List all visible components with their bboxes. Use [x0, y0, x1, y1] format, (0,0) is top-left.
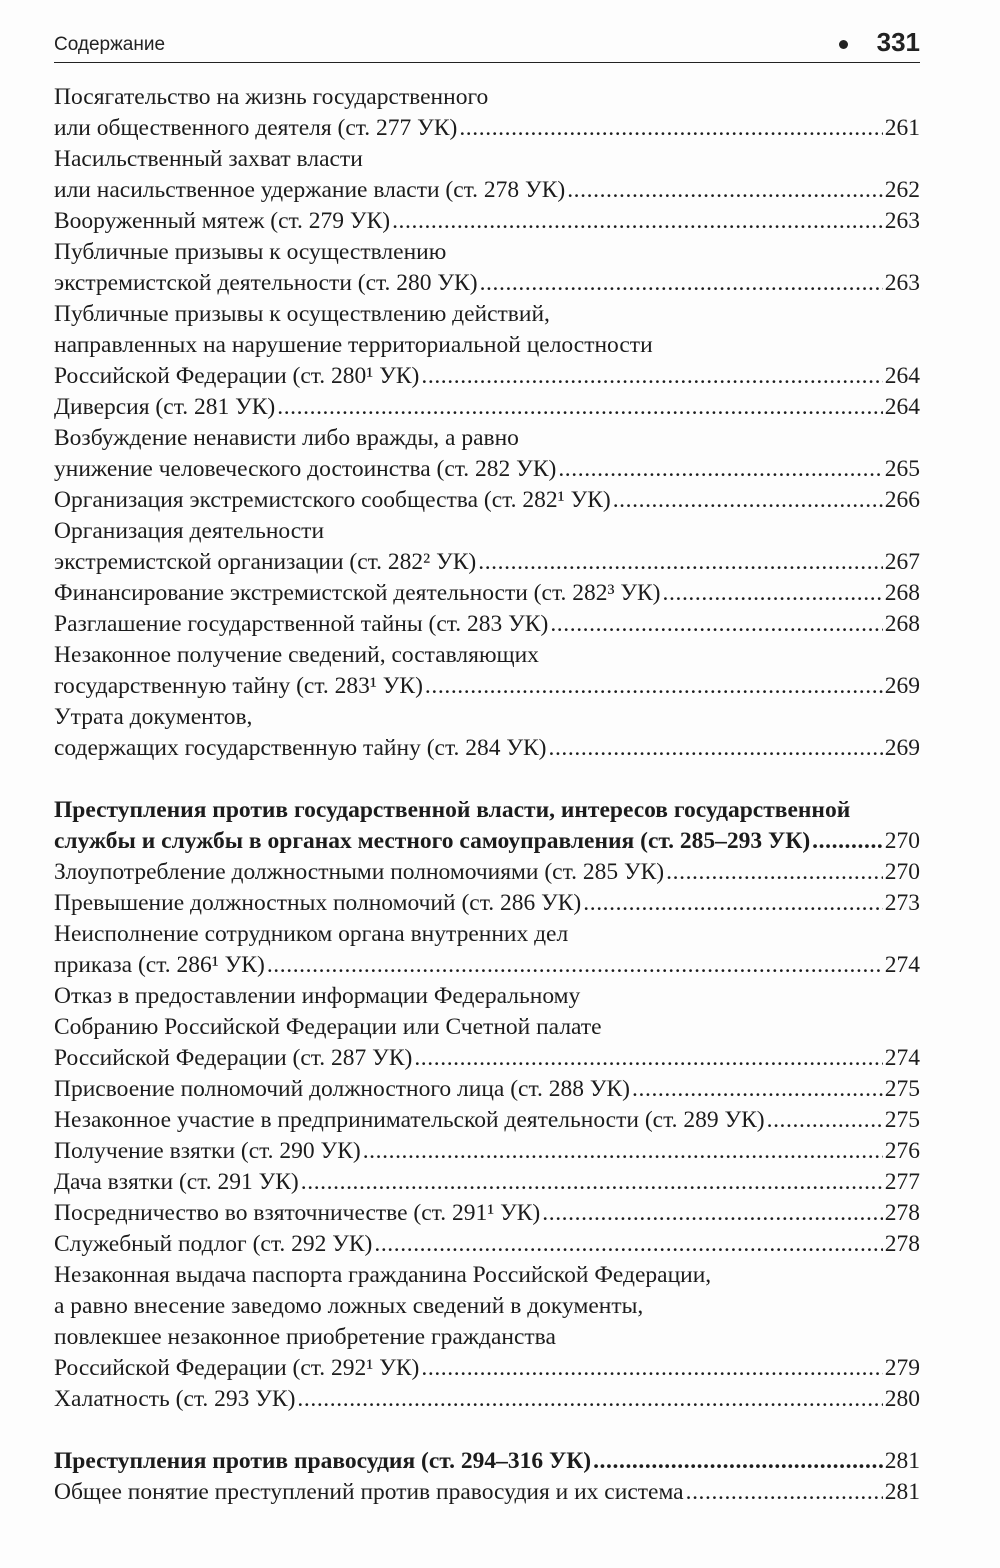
toc-entry-text: унижение человеческого достоинства (ст. 282 УК) — [54, 456, 557, 482]
dot-leader — [392, 206, 883, 237]
toc-entry-text: направленных на нарушение территориальной целостности — [54, 332, 653, 358]
toc-entry-text: Отказ в предоставлении информации Федеральному — [54, 983, 581, 1009]
dot-leader — [425, 671, 883, 702]
toc-entry-line — [54, 268, 920, 299]
toc-entry[interactable] — [54, 485, 920, 516]
toc-page-number: 273 — [884, 890, 920, 916]
toc-page-number: 268 — [884, 580, 920, 606]
toc-entry-text: Присвоение полномочий должностного лица (ст. 288 УК) — [54, 1076, 631, 1102]
dot-leader — [421, 1353, 882, 1384]
toc-entry-text: или общественного деятеля (ст. 277 УК) — [54, 115, 458, 141]
toc-entry[interactable] — [54, 144, 920, 206]
toc-entry-text: Организация экстремистского сообщества (ст. 282¹ УК) — [54, 487, 611, 513]
toc-entry-text: Финансирование экстремистской деятельности (ст. 282³ УК) — [54, 580, 661, 606]
toc-entry-text: Незаконное получение сведений, составляющих — [54, 642, 539, 668]
toc-entry[interactable] — [54, 237, 920, 299]
dot-leader — [480, 268, 883, 299]
toc-page-number: 263 — [884, 208, 920, 234]
toc-entry-line — [54, 206, 920, 237]
dot-leader — [478, 547, 883, 578]
toc-page-number: 279 — [884, 1355, 920, 1381]
dot-leader — [548, 733, 882, 764]
toc-entry-line — [54, 1012, 920, 1043]
toc-entry[interactable] — [54, 640, 920, 702]
toc-entry-text: Разглашение государственной тайны (ст. 283 УК) — [54, 611, 549, 637]
bullet-icon — [839, 40, 848, 49]
toc-entry-line — [54, 888, 920, 919]
toc-entry-text: Организация деятельности — [54, 518, 325, 544]
toc-entry[interactable] — [54, 1074, 920, 1105]
toc-page-number: 277 — [884, 1169, 920, 1195]
section-gap — [54, 1415, 920, 1446]
toc-page-number: 268 — [884, 611, 920, 637]
toc-entry-line — [54, 1167, 920, 1198]
toc-page-number: 280 — [884, 1386, 920, 1412]
toc-entry-line — [54, 981, 920, 1012]
toc-entry-line — [54, 1477, 920, 1508]
dot-leader — [583, 888, 883, 919]
toc-entry-line — [54, 702, 920, 733]
dot-leader — [277, 392, 883, 423]
toc-page-number: 274 — [884, 1045, 920, 1071]
toc-entry-line — [54, 1260, 920, 1291]
toc-page-number: 275 — [884, 1107, 920, 1133]
toc-entry-line — [54, 609, 920, 640]
toc-entry-line — [54, 1198, 920, 1229]
toc-page-number: 278 — [884, 1231, 920, 1257]
toc-entry-line — [54, 1074, 920, 1105]
toc-entry-text: Утрата документов, — [54, 704, 253, 730]
dot-leader — [421, 361, 882, 392]
toc-page-number: 267 — [884, 549, 920, 575]
toc-entry-line — [54, 361, 920, 392]
toc-entry[interactable] — [54, 206, 920, 237]
page-number: 331 — [876, 27, 920, 57]
dot-leader — [414, 1043, 882, 1074]
section-gap — [54, 764, 920, 795]
toc-entry-line — [54, 1043, 920, 1074]
toc-entry-line — [54, 237, 920, 268]
toc-entry-line — [54, 175, 920, 206]
running-head — [54, 26, 920, 63]
toc-page-number: 266 — [884, 487, 920, 513]
toc-entry-line — [54, 1105, 920, 1136]
dot-leader — [550, 609, 882, 640]
toc-entry-line — [54, 1322, 920, 1353]
toc-entry-line — [54, 1136, 920, 1167]
toc-entry-text: Преступления против государственной власти, интересов государственной — [54, 797, 851, 823]
dot-leader — [812, 826, 883, 857]
toc-entry[interactable] — [54, 516, 920, 578]
dot-leader — [363, 1136, 883, 1167]
toc-entry[interactable] — [54, 299, 920, 392]
dot-leader — [459, 113, 882, 144]
toc-entry-text: Незаконное участие в предпринимательской деятельности (ст. 289 УК) — [54, 1107, 765, 1133]
toc-entry-text: Публичные призывы к осуществлению действий, — [54, 301, 550, 327]
toc-entry-line — [54, 1384, 920, 1415]
dot-leader — [613, 485, 883, 516]
toc-entry-text: Диверсия (ст. 281 УК) — [54, 394, 276, 420]
toc-entry-line — [54, 826, 920, 857]
dot-leader — [632, 1074, 883, 1105]
toc-entry-line — [54, 330, 920, 361]
toc-entry[interactable] — [54, 888, 920, 919]
toc-entry-text: Публичные призывы к осуществлению — [54, 239, 447, 265]
toc-entry-text: Получение взятки (ст. 290 УК) — [54, 1138, 361, 1164]
toc-entry[interactable] — [54, 423, 920, 485]
toc-entry-line — [54, 516, 920, 547]
dot-leader — [301, 1167, 883, 1198]
toc-entry[interactable] — [54, 1229, 920, 1260]
toc-entry-line — [54, 485, 920, 516]
toc-entry-text: Халатность (ст. 293 УК) — [54, 1386, 296, 1412]
toc-entry-line — [54, 547, 920, 578]
toc-entry-text: или насильственное удержание власти (ст. 278 УК) — [54, 177, 566, 203]
toc-entry-line — [54, 671, 920, 702]
toc-entry-text: государственную тайну (ст. 283¹ УК) — [54, 673, 423, 699]
toc-page-number: 275 — [884, 1076, 920, 1102]
toc-entry-text: Посягательство на жизнь государственного — [54, 84, 489, 110]
toc-entry[interactable] — [54, 1105, 920, 1136]
toc-section-heading[interactable] — [54, 795, 920, 857]
dot-leader — [267, 950, 883, 981]
toc-entry[interactable] — [54, 1167, 920, 1198]
toc-page-number: 261 — [884, 115, 920, 141]
toc-page-number: 281 — [884, 1479, 920, 1505]
dot-leader — [297, 1384, 882, 1415]
toc-entry[interactable] — [54, 392, 920, 423]
toc-page-number: 274 — [884, 952, 920, 978]
toc-entry-text: а равно внесение заведомо ложных сведений в документы, — [54, 1293, 644, 1319]
toc-entry-text: Насильственный захват власти — [54, 146, 363, 172]
toc-entry-line — [54, 640, 920, 671]
toc-entry-line — [54, 299, 920, 330]
toc-entry-text: приказа (ст. 286¹ УК) — [54, 952, 265, 978]
toc-entry-text: Неисполнение сотрудником органа внутренних дел — [54, 921, 569, 947]
toc-entry-line — [54, 1446, 920, 1477]
toc-entry-line — [54, 578, 920, 609]
toc-page-number: 264 — [884, 394, 920, 420]
toc-section-heading[interactable] — [54, 1446, 920, 1477]
toc-entry-line — [54, 144, 920, 175]
toc-entry-text: Общее понятие преступлений против правосудия и их система — [54, 1479, 684, 1505]
toc-entry-text: Злоупотребление должностными полномочиями (ст. 285 УК) — [54, 859, 665, 885]
toc-entry-text: Российской Федерации (ст. 280¹ УК) — [54, 363, 420, 389]
toc-entry[interactable] — [54, 857, 920, 888]
dot-leader — [542, 1198, 883, 1229]
toc-entry[interactable] — [54, 1384, 920, 1415]
toc-page-number: 281 — [884, 1448, 920, 1474]
toc-entry[interactable] — [54, 82, 920, 144]
toc-entry-text: Российской Федерации (ст. 287 УК) — [54, 1045, 413, 1071]
toc-entry[interactable] — [54, 609, 920, 640]
toc-entry-text: Незаконная выдача паспорта гражданина Российской Федерации, — [54, 1262, 712, 1288]
toc-page-number: 270 — [884, 859, 920, 885]
toc-page-number: 269 — [884, 673, 920, 699]
toc-entry[interactable] — [54, 981, 920, 1074]
dot-leader — [663, 578, 883, 609]
toc-entry-text: содержащих государственную тайну (ст. 284 УК) — [54, 735, 547, 761]
toc-entry-text: экстремистской организации (ст. 282² УК) — [54, 549, 477, 575]
toc-entry-line — [54, 1229, 920, 1260]
dot-leader — [593, 1446, 883, 1477]
toc-entry-line — [54, 950, 920, 981]
toc-entry-line — [54, 795, 920, 826]
toc-entry-line — [54, 919, 920, 950]
dot-leader — [767, 1105, 883, 1136]
toc-entry-text: Преступления против правосудия (ст. 294–316 УК) — [54, 1448, 592, 1474]
toc-entry[interactable] — [54, 1136, 920, 1167]
toc-entry-line — [54, 733, 920, 764]
toc-page-number: 263 — [884, 270, 920, 296]
toc-page-number: 270 — [884, 828, 920, 854]
dot-leader — [558, 454, 882, 485]
toc-page-number: 278 — [884, 1200, 920, 1226]
toc-entry-line — [54, 857, 920, 888]
toc-entry-text: Служебный подлог (ст. 292 УК) — [54, 1231, 373, 1257]
toc-entry-text: службы и службы в органах местного самоуправления (ст. 285–293 УК) — [54, 828, 811, 854]
toc-entry-line — [54, 392, 920, 423]
toc-entry[interactable] — [54, 578, 920, 609]
dot-leader — [567, 175, 883, 206]
toc-page-number: 276 — [884, 1138, 920, 1164]
toc-entry-text: Возбуждение ненависти либо вражды, а равно — [54, 425, 519, 451]
toc-entry-text: повлекшее незаконное приобретение гражданства — [54, 1324, 556, 1350]
dot-leader — [666, 857, 883, 888]
toc-page-number: 264 — [884, 363, 920, 389]
toc-entry-line — [54, 1291, 920, 1322]
toc-entry-line — [54, 454, 920, 485]
toc-entry-text: экстремистской деятельности (ст. 280 УК) — [54, 270, 478, 296]
toc-entry[interactable] — [54, 1198, 920, 1229]
toc-entry-line — [54, 82, 920, 113]
toc-page-number: 262 — [884, 177, 920, 203]
toc-entry[interactable] — [54, 702, 920, 764]
toc-entry-text: Превышение должностных полномочий (ст. 286 УК) — [54, 890, 582, 916]
running-head-title: Содержание — [54, 34, 166, 55]
toc-entry-line — [54, 423, 920, 454]
toc-page-number: 265 — [884, 456, 920, 482]
toc-entry[interactable] — [54, 1260, 920, 1384]
toc-entry-line — [54, 1353, 920, 1384]
dot-leader — [374, 1229, 882, 1260]
toc-entry-text: Посредничество во взяточничестве (ст. 291¹ УК) — [54, 1200, 541, 1226]
toc-entry-line — [54, 113, 920, 144]
table-of-contents — [54, 82, 920, 1508]
toc-entry-text: Российской Федерации (ст. 292¹ УК) — [54, 1355, 420, 1381]
toc-entry[interactable] — [54, 1477, 920, 1508]
toc-entry-text: Вооруженный мятеж (ст. 279 УК) — [54, 208, 391, 234]
toc-entry-text: Собранию Российской Федерации или Счетной палате — [54, 1014, 602, 1040]
dot-leader — [686, 1477, 883, 1508]
toc-entry[interactable] — [54, 919, 920, 981]
toc-entry-text: Дача взятки (ст. 291 УК) — [54, 1169, 299, 1195]
toc-page-number: 269 — [884, 735, 920, 761]
